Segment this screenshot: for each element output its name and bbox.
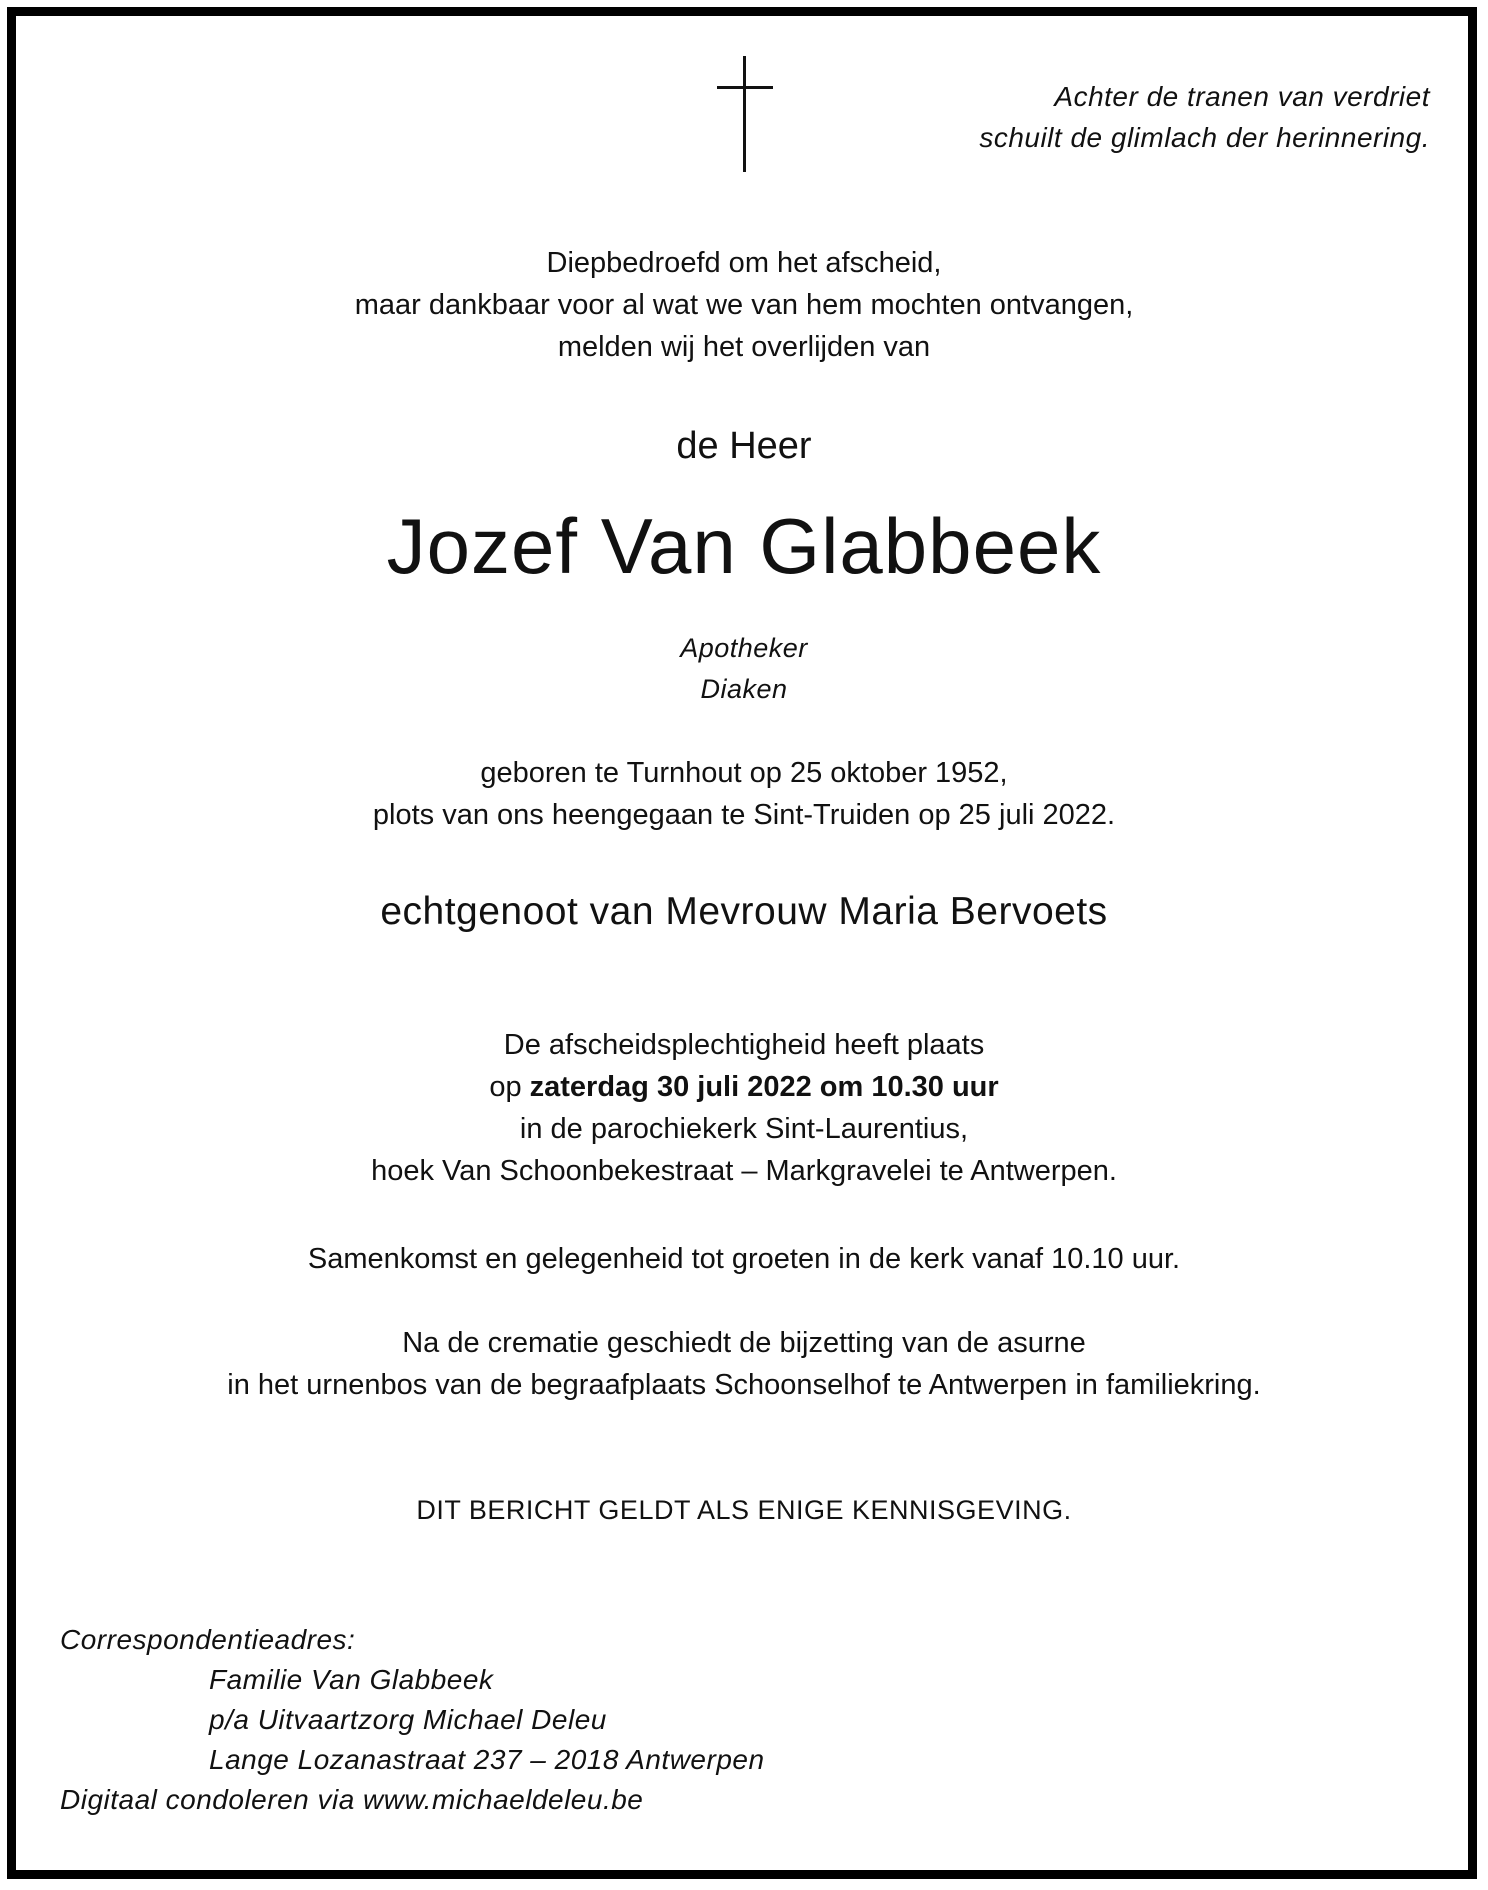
- correspondence-label: Correspondentieadres:: [60, 1624, 356, 1655]
- motto-line-2: schuilt de glimlach der herinnering.: [979, 122, 1430, 153]
- gathering-info: Samenkomst en gelegenheid tot groeten in de kerk vanaf 10.10 uur.: [307, 1243, 1181, 1275]
- notice-text: DIT BERICHT GELDT ALS ENIGE KENNISGEVING.: [416, 1495, 1072, 1525]
- deceased-title: de Heer: [676, 425, 812, 467]
- life-dates: [0, 752, 1488, 836]
- intro-line-3: melden wij het overlijden van: [557, 331, 931, 363]
- cross-icon: [717, 56, 773, 172]
- ceremony-datetime-line: [0, 1066, 1488, 1108]
- deceased-name: Jozef Van Glabbeek: [386, 502, 1102, 590]
- cross-vertical-bar: [743, 56, 746, 172]
- motto: [979, 76, 1430, 158]
- intro-line-1: Diepbedroefd om het afscheid,: [546, 247, 942, 279]
- ceremony-info: [0, 1024, 1488, 1192]
- correspondence-line-2: p/a Uitvaartzorg Michael Deleu: [209, 1704, 607, 1735]
- correspondence-line-3: Lange Lozanastraat 237 – 2018 Antwerpen: [209, 1744, 765, 1775]
- role-1: Apotheker: [680, 633, 808, 663]
- role-2: Diaken: [700, 674, 788, 704]
- deceased-roles: [0, 628, 1488, 710]
- ceremony-line-3: in de parochiekerk Sint-Laurentius,: [519, 1113, 969, 1145]
- cross-horizontal-bar: [717, 86, 773, 89]
- ceremony-line-4: hoek Van Schoonbekestraat – Markgravelei te Antwerpen.: [371, 1155, 1117, 1187]
- motto-line-1: Achter de tranen van verdriet: [1054, 81, 1430, 112]
- correspondence-line-1: Familie Van Glabbeek: [209, 1664, 494, 1695]
- cremation-line-1: Na de crematie geschiedt de bijzetting van de asurne: [402, 1327, 1086, 1359]
- intro-text: [0, 242, 1488, 368]
- correspondence-block: [60, 1620, 765, 1820]
- cremation-line-2: in het urnenbos van de begraafplaats Schoonselhof te Antwerpen in familiekring.: [227, 1369, 1261, 1401]
- birth-line: geboren te Turnhout op 25 oktober 1952,: [480, 757, 1008, 789]
- cremation-info: [0, 1322, 1488, 1406]
- online-condolence: Digitaal condoleren via www.michaeldeleu.be: [60, 1784, 644, 1815]
- ceremony-line-1: De afscheidsplechtigheid heeft plaats: [503, 1029, 985, 1061]
- death-line: plots van ons heengegaan te Sint-Truiden op 25 juli 2022.: [372, 799, 1116, 831]
- intro-line-2: maar dankbaar voor al wat we van hem mochten ontvangen,: [354, 289, 1134, 321]
- spouse-line: echtgenoot van Mevrouw Maria Bervoets: [380, 890, 1108, 933]
- ceremony-datetime: zaterdag 30 juli 2022 om 10.30 uur: [529, 1071, 999, 1103]
- ceremony-prefix: op: [489, 1071, 522, 1103]
